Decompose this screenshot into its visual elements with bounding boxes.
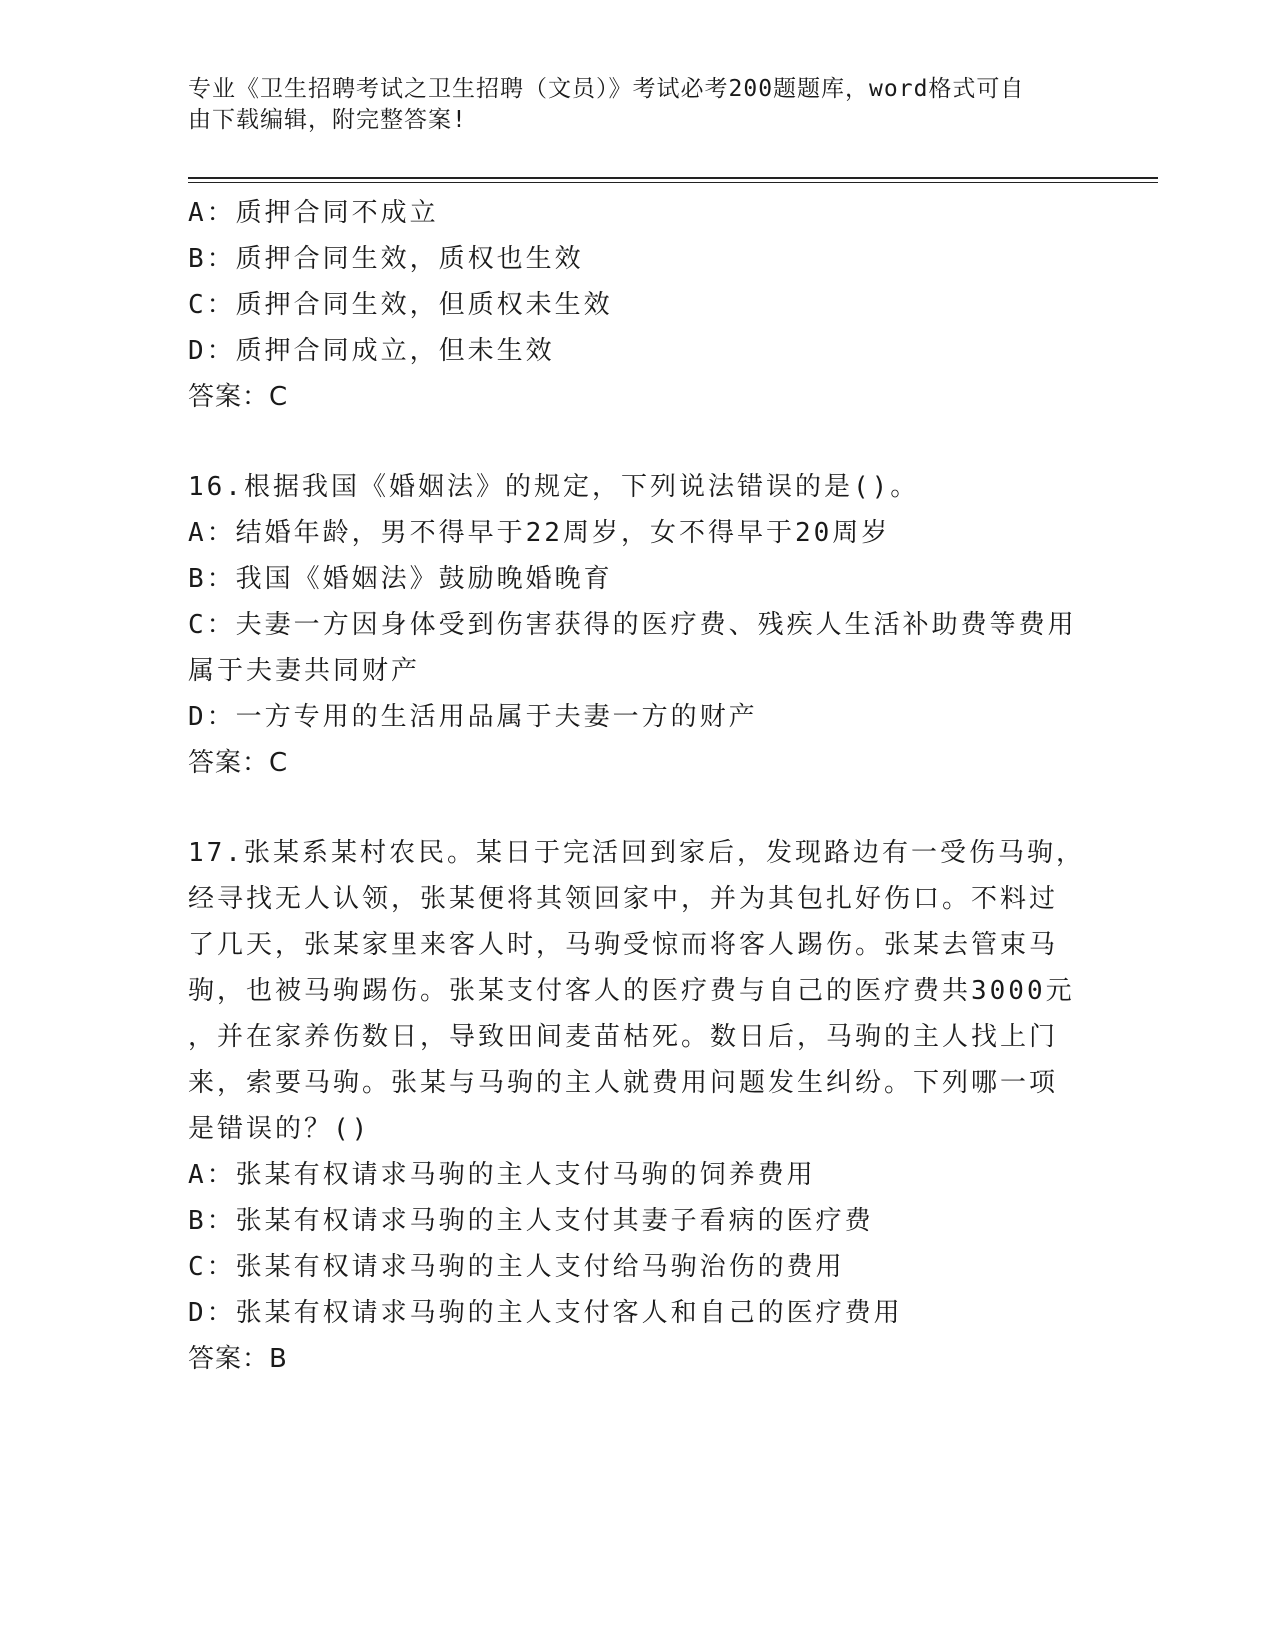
q17-option-c: C：张某有权请求马驹的主人支付给马驹治伤的费用 xyxy=(188,1252,845,1282)
q16-option-b: B：我国《婚姻法》鼓励晚婚晚育 xyxy=(188,564,613,594)
document-body xyxy=(188,190,1088,1382)
q17-option-a: A：张某有权请求马驹的主人支付马驹的饲养费用 xyxy=(188,1160,816,1190)
q16-option-c-line-2: 属于夫妻共同财产 xyxy=(188,656,421,686)
question-15-block xyxy=(188,190,1088,420)
q16-question: 16.根据我国《婚姻法》的规定，下列说法错误的是()。 xyxy=(188,472,920,502)
q17-option-b: B：张某有权请求马驹的主人支付其妻子看病的医疗费 xyxy=(188,1206,874,1236)
q17-question-line: 来，索要马驹。张某与马驹的主人就费用问题发生纠纷。下列哪一项 xyxy=(188,1068,1059,1098)
header-line-1: 专业《卫生招聘考试之卫生招聘（文员）》考试必考200题题库，word格式可自 xyxy=(188,76,1025,102)
q16-answer: 答案：C xyxy=(188,748,289,778)
header-divider-thin xyxy=(188,182,1158,183)
q15-option-a: A：质押合同不成立 xyxy=(188,198,439,228)
q17-question-line: 经寻找无人认领，张某便将其领回家中，并为其包扎好伤口。不料过 xyxy=(188,884,1059,914)
q17-question-line: ，并在家养伤数日，导致田间麦苗枯死。数日后，马驹的主人找上门 xyxy=(188,1022,1059,1052)
q15-option-d: D：质押合同成立，但未生效 xyxy=(188,336,555,366)
q16-option-a: A：结婚年龄，男不得早于22周岁，女不得早于20周岁 xyxy=(188,518,891,548)
document-header xyxy=(188,74,1088,136)
spacer xyxy=(188,420,1088,464)
header-divider-thick xyxy=(188,177,1158,179)
q15-option-c: C：质押合同生效，但质权未生效 xyxy=(188,290,613,320)
q17-question-line: 了几天，张某家里来客人时，马驹受惊而将客人踢伤。张某去管束马 xyxy=(188,930,1059,960)
q15-answer: 答案：C xyxy=(188,382,289,412)
q16-option-d: D：一方专用的生活用品属于夫妻一方的财产 xyxy=(188,702,758,732)
q17-question-line: 是错误的？() xyxy=(188,1114,371,1144)
q17-option-d: D：张某有权请求马驹的主人支付客人和自己的医疗费用 xyxy=(188,1298,903,1328)
q17-question-line: 驹，也被马驹踢伤。张某支付客人的医疗费与自己的医疗费共3000元 xyxy=(188,976,1075,1006)
q15-option-b: B：质押合同生效，质权也生效 xyxy=(188,244,584,274)
question-16-block xyxy=(188,464,1088,786)
q17-question-line: 17.张某系某村农民。某日于完活回到家后，发现路边有一受伤马驹， xyxy=(188,838,1085,868)
q16-option-c-line-1: C：夫妻一方因身体受到伤害获得的医疗费、残疾人生活补助费等费用 xyxy=(188,610,1077,640)
header-line-2: 由下载编辑，附完整答案! xyxy=(188,107,467,133)
q17-answer: 答案：B xyxy=(188,1344,288,1374)
spacer xyxy=(188,786,1088,830)
question-17-block xyxy=(188,830,1088,1382)
